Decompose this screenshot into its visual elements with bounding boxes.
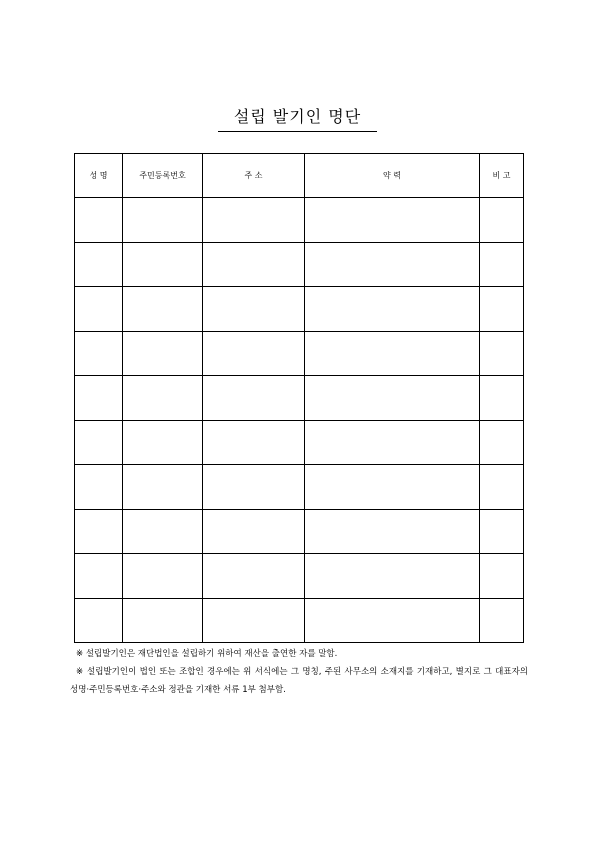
cell-address[interactable] — [203, 376, 305, 421]
cell-resident-number[interactable] — [123, 598, 203, 643]
table-row — [75, 509, 524, 554]
cell-resident-number[interactable] — [123, 376, 203, 421]
cell-address[interactable] — [203, 287, 305, 332]
cell-name[interactable] — [75, 376, 123, 421]
header-remarks: 비 고 — [480, 154, 524, 198]
note-definition: ※ 설립발기인은 재단법인을 설립하기 위하여 재산을 출연한 자를 말함. — [76, 649, 338, 659]
cell-resident-number[interactable] — [123, 420, 203, 465]
cell-name[interactable] — [75, 198, 123, 243]
founder-roster-table — [74, 153, 524, 643]
cell-remarks[interactable] — [480, 376, 524, 421]
document-title: 설립 발기인 명단 — [218, 104, 377, 132]
cell-remarks[interactable] — [480, 287, 524, 332]
title-area — [0, 104, 595, 132]
cell-address[interactable] — [203, 198, 305, 243]
cell-resident-number[interactable] — [123, 287, 203, 332]
cell-career[interactable] — [305, 287, 480, 332]
cell-resident-number[interactable] — [123, 465, 203, 510]
cell-remarks[interactable] — [480, 509, 524, 554]
cell-resident-number[interactable] — [123, 331, 203, 376]
cell-name[interactable] — [75, 287, 123, 332]
notes-section — [70, 645, 528, 699]
cell-name[interactable] — [75, 554, 123, 599]
cell-address[interactable] — [203, 554, 305, 599]
cell-name[interactable] — [75, 465, 123, 510]
table-row — [75, 554, 524, 599]
table-row — [75, 376, 524, 421]
cell-address[interactable] — [203, 242, 305, 287]
cell-address[interactable] — [203, 509, 305, 554]
table-row — [75, 198, 524, 243]
cell-address[interactable] — [203, 420, 305, 465]
cell-career[interactable] — [305, 598, 480, 643]
table-row — [75, 242, 524, 287]
cell-remarks[interactable] — [480, 331, 524, 376]
cell-name[interactable] — [75, 509, 123, 554]
cell-address[interactable] — [203, 598, 305, 643]
cell-remarks[interactable] — [480, 420, 524, 465]
cell-career[interactable] — [305, 420, 480, 465]
cell-remarks[interactable] — [480, 598, 524, 643]
table-row — [75, 331, 524, 376]
cell-name[interactable] — [75, 242, 123, 287]
cell-career[interactable] — [305, 554, 480, 599]
header-resident-number: 주민등록번호 — [123, 154, 203, 198]
table-row — [75, 598, 524, 643]
table-header-row — [75, 154, 524, 198]
cell-resident-number[interactable] — [123, 198, 203, 243]
table-body — [75, 198, 524, 643]
cell-career[interactable] — [305, 198, 480, 243]
cell-resident-number[interactable] — [123, 242, 203, 287]
cell-name[interactable] — [75, 331, 123, 376]
cell-resident-number[interactable] — [123, 509, 203, 554]
header-name: 성 명 — [75, 154, 123, 198]
cell-remarks[interactable] — [480, 554, 524, 599]
cell-address[interactable] — [203, 465, 305, 510]
cell-address[interactable] — [203, 331, 305, 376]
cell-name[interactable] — [75, 598, 123, 643]
header-address: 주 소 — [203, 154, 305, 198]
cell-career[interactable] — [305, 465, 480, 510]
table-row — [75, 465, 524, 510]
cell-remarks[interactable] — [480, 242, 524, 287]
cell-career[interactable] — [305, 331, 480, 376]
cell-career[interactable] — [305, 242, 480, 287]
cell-remarks[interactable] — [480, 198, 524, 243]
cell-career[interactable] — [305, 509, 480, 554]
cell-resident-number[interactable] — [123, 554, 203, 599]
cell-remarks[interactable] — [480, 465, 524, 510]
cell-career[interactable] — [305, 376, 480, 421]
table-row — [75, 420, 524, 465]
cell-name[interactable] — [75, 420, 123, 465]
header-career: 약 력 — [305, 154, 480, 198]
table-row — [75, 287, 524, 332]
note-corporate-founder: ※ 설립발기인이 법인 또는 조합인 경우에는 위 서식에는 그 명칭, 주된 사무소의 소재지를 기재하고, 별지로 그 대표자의 성명·주민등록번호·주소와 정관을 기재한 서류 1부 첨부함. — [70, 667, 528, 695]
